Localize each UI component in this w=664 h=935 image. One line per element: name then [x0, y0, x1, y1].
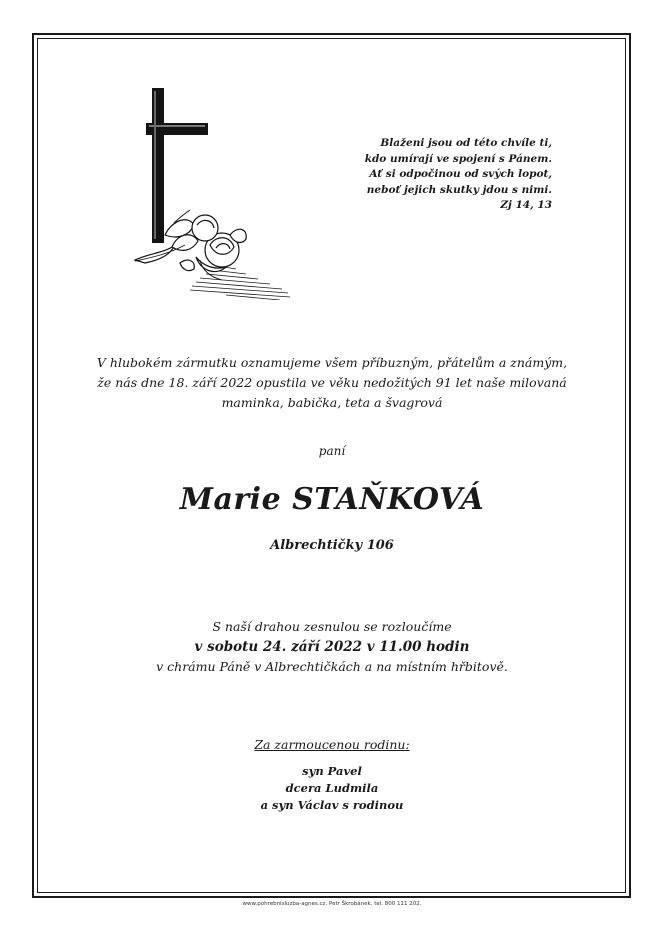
- verse-line: Blaženi jsou od této chvíle ti,: [380, 137, 552, 149]
- deceased-name: Marie STAŇKOVÁ: [179, 482, 485, 517]
- cross-with-roses-icon: [130, 85, 300, 300]
- address: Albrechtičky 106: [270, 538, 394, 553]
- verse-reference: Zj 14, 13: [500, 199, 552, 211]
- announcement-line: že nás dne 18. září 2022 opustila ve věku nedožitých 91 let naše milovaná: [97, 375, 567, 390]
- family-member: a syn Václav s rodinou: [260, 798, 404, 812]
- family-members: [0, 763, 664, 814]
- ceremony-line: S naší drahou zesnulou se rozloučíme: [212, 619, 452, 634]
- bible-verse: [360, 136, 552, 214]
- announcement-line: maminka, babička, teta a švagrová: [221, 395, 443, 410]
- ceremony-info: [0, 617, 664, 677]
- verse-line: kdo umírají ve spojení s Pánem.: [364, 152, 552, 165]
- ceremony-place: v chrámu Páně v Albrechtičkách a na místním hřbitově.: [156, 659, 508, 674]
- family-heading: Za zarmoucenou rodinu:: [254, 737, 410, 752]
- verse-line: neboť jejich skutky jdou s nimi.: [366, 183, 552, 196]
- family-member: dcera Ludmila: [285, 781, 379, 795]
- honorific: paní: [318, 444, 346, 458]
- verse-line: Ať si odpočinou od svých lopot,: [369, 168, 552, 180]
- announcement: [70, 353, 594, 413]
- footer-contact: www.pohrebnisluzba-agnes.cz, Petr Škrobánek, tel. 800 111 202.: [242, 901, 422, 907]
- announcement-line: V hlubokém zármutku oznamujeme všem příbuzným, přátelům a známým,: [96, 355, 568, 370]
- ceremony-date: v sobotu 24. září 2022 v 11.00 hodin: [194, 639, 470, 655]
- family-member: syn Pavel: [302, 764, 362, 778]
